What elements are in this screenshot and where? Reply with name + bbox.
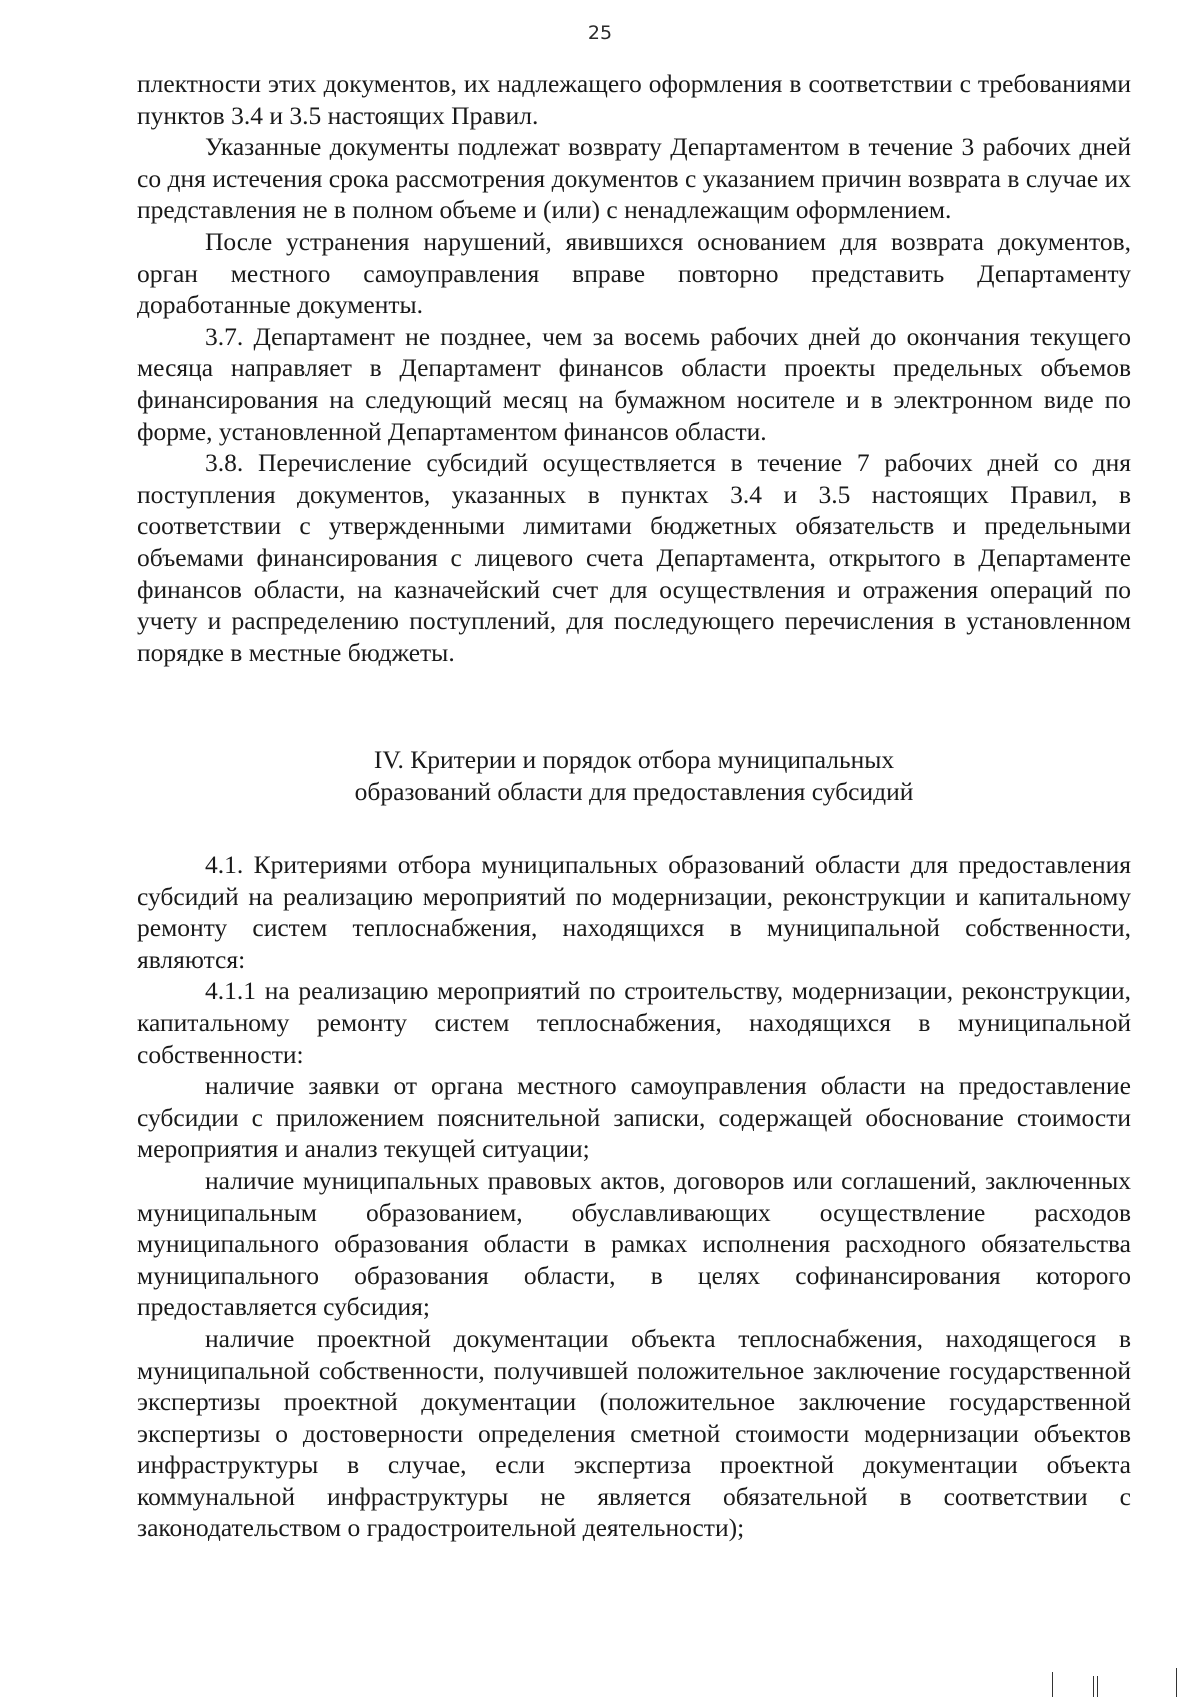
text-block-bottom xyxy=(137,849,1131,1544)
criterion-legal-acts: наличие муниципальных правовых актов, договоров или соглашений, заключенных муниципальным образованием, обуславливающих осуществление расходов муниципального образования области в рамках исполнения расходного обязательства муниципального образования области, в целях софинансирования которого предоставляется субсидия; xyxy=(137,1165,1131,1322)
scan-edge-mark xyxy=(1176,1668,1177,1697)
section-heading-line-2: образований области для предоставления субсидий xyxy=(354,777,914,806)
paragraph-3-8: 3.8. Перечисление субсидий осуществляется в течение 7 рабочих дней со дня поступления документов, указанных в пунктах 3.4 и 3.5 настоящих Правил, в соответствии с утвержденными лимитами бюджетных обязательств и предельными объемами финансирования с лицевого счета Департамента, открытого в Департаменте финансов области, на казначейский счет для осуществления и отражения операций по учету и распределению поступлений, для последующего перечисления в установленном порядке в местные бюджеты. xyxy=(137,448,1131,667)
paragraph-continuation: плектности этих документов, их надлежащего оформления в соответствии с требованиями пунктов 3.4 и 3.5 настоящих Правил. xyxy=(137,69,1131,130)
section-heading xyxy=(137,744,1131,808)
scan-edge-mark xyxy=(1097,1676,1098,1697)
page-number: 25 xyxy=(587,22,613,44)
scan-edge-mark xyxy=(1052,1672,1053,1697)
paragraph-3-7: 3.7. Департамент не позднее, чем за восемь рабочих дней до окончания текущего месяца направляет в Департамент финансов области проекты предельных объемов финансирования на следующий месяц на бумажном носителе и в электронном виде по форме, установленной Департаментом финансов области. xyxy=(137,321,1131,446)
text-block-top xyxy=(137,68,1131,668)
paragraph-4-1: 4.1. Критериями отбора муниципальных образований области для предоставления субсидий на реализацию мероприятий по модернизации, реконструкции и капитальному ремонту систем теплоснабжения, находящихся в муниципальной собственности, являются: xyxy=(137,850,1131,974)
criterion-application: наличие заявки от органа местного самоуправления области на предоставление субсидии с приложением пояснительной записки, содержащей обоснование стоимости мероприятия и анализ текущей ситуации; xyxy=(137,1071,1131,1164)
paragraph-4-1-1: 4.1.1 на реализацию мероприятий по строительству, модернизации, реконструкции, капитальному ремонту систем теплоснабжения, находящихся в муниципальной собственности: xyxy=(137,976,1131,1069)
criterion-project-documentation: наличие проектной документации объекта теплоснабжения, находящегося в муниципальной собственности, получившей положительное заключение государственной экспертизы проектной документации (положительное заключение государственной экспертизы о достоверности определения сметной стоимости модернизации объектов инфраструктуры в случае, если экспертиза проектной документации объекта коммунальной инфраструктуры не является обязательной в соответствии с законодательством о градостроительной деятельности); xyxy=(137,1323,1131,1543)
paragraph-documents-return: Указанные документы подлежат возврату Департаментом в течение 3 рабочих дней со дня истечения срока рассмотрения документов с указанием причин возврата в случае их представления не в полном объеме и (или) с ненадлежащим оформлением. xyxy=(137,132,1131,225)
paragraph-resubmission: После устранения нарушений, явившихся основанием для возврата документов, орган местного самоуправления вправе повторно представить Департаменту доработанные документы. xyxy=(137,226,1131,320)
scan-edge-mark xyxy=(1093,1676,1094,1697)
section-heading-line-1: IV. Критерии и порядок отбора муниципальных xyxy=(373,745,895,774)
